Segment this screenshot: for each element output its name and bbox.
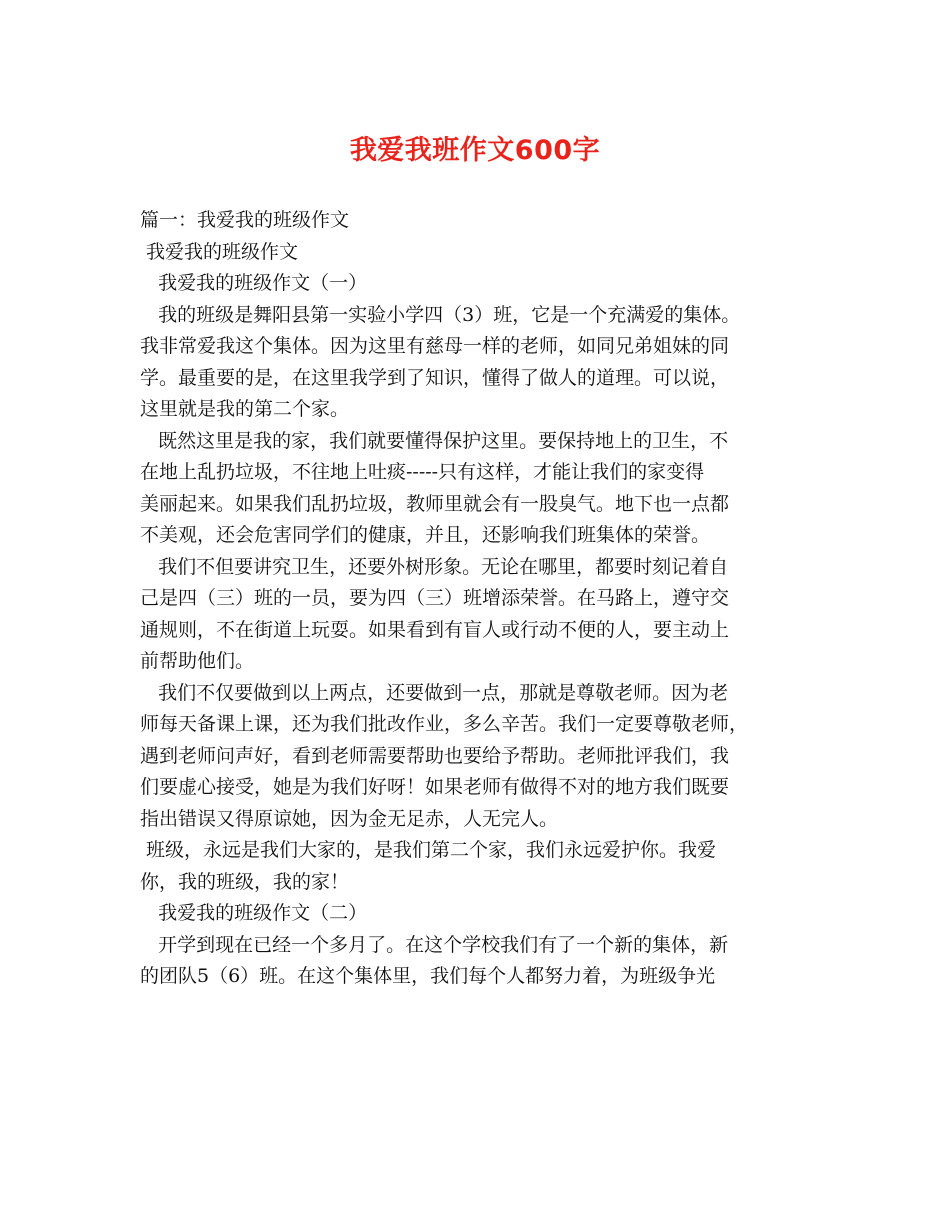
text-line: 我们不仅要做到以上两点，还要做到一点，那就是尊敬老师。因为老 xyxy=(140,681,729,704)
text-line: 己是四（三）班的一员，要为四（三）班增添荣誉。在马路上，遵守交 xyxy=(140,587,730,609)
text-line: 指出错误又得原谅她，因为金无足赤，人无完人。 xyxy=(140,807,559,830)
text-line: 这里就是我的第二个家。 xyxy=(140,398,350,420)
text-line: 的团队5（6）班。在这个集体里，我们每个人都努力着，为班级争光 xyxy=(140,965,716,987)
text-line: 遇到老师问声好，看到老师需要帮助也要给予帮助。老师批评我们，我 xyxy=(140,744,730,767)
text-line: 我爱我的班级作文（二） xyxy=(140,902,368,924)
text-line: 开学到现在已经一个多月了。在这个学校我们有了一个新的集体，新 xyxy=(140,933,729,956)
text-line: 你，我的班级，我的家！ xyxy=(140,870,350,893)
text-line: 通规则，不在街道上玩耍。如果看到有盲人或行动不便的人，要主动上 xyxy=(140,618,730,641)
text-line: 美丽起来。如果我们乱扔垃圾，教师里就会有一股臭气。地下也一点都 xyxy=(140,492,730,515)
text-line: 篇一：我爱我的班级作文 xyxy=(140,209,350,231)
text-line: 既然这里是我的家，我们就要懂得保护这里。要保持地上的卫生，不 xyxy=(140,429,729,452)
text-line: 我们不但要讲究卫生，还要外树形象。无论在哪里，都要时刻记着自 xyxy=(140,555,729,578)
text-line: 师每天备课上课，还为我们批改作业，多么辛苦。我们一定要尊敬老师， xyxy=(140,713,749,735)
text-line: 在地上乱扔垃圾，不往地上吐痰-----只有这样，才能让我们的家变得 xyxy=(140,461,705,483)
text-line: 我的班级是舞阳县第一实验小学四（3）班，它是一个充满爱的集体。 xyxy=(140,303,741,326)
text-line: 们要虚心接受，她是为我们好呀！如果老师有做得不对的地方我们既要 xyxy=(140,776,730,798)
text-line: 学。最重要的是，在这里我学到了知识，懂得了做人的道理。可以说， xyxy=(140,366,730,389)
text-line: 我非常爱我这个集体。因为这里有慈母一样的老师，如同兄弟姐妹的同 xyxy=(140,335,730,357)
text-line: 班级，永远是我们大家的，是我们第二个家，我们永远爱护你。我爱 xyxy=(140,839,717,861)
document-title: 我爱我班作文600字 xyxy=(349,135,601,166)
text-line: 前帮助他们。 xyxy=(140,650,255,672)
text-line: 我爱我的班级作文（一） xyxy=(140,272,368,294)
text-line: 我爱我的班级作文 xyxy=(140,240,299,263)
document-body xyxy=(140,205,830,993)
text-line: 不美观，还会危害同学们的健康，并且，还影响我们班集体的荣誉。 xyxy=(140,524,711,546)
